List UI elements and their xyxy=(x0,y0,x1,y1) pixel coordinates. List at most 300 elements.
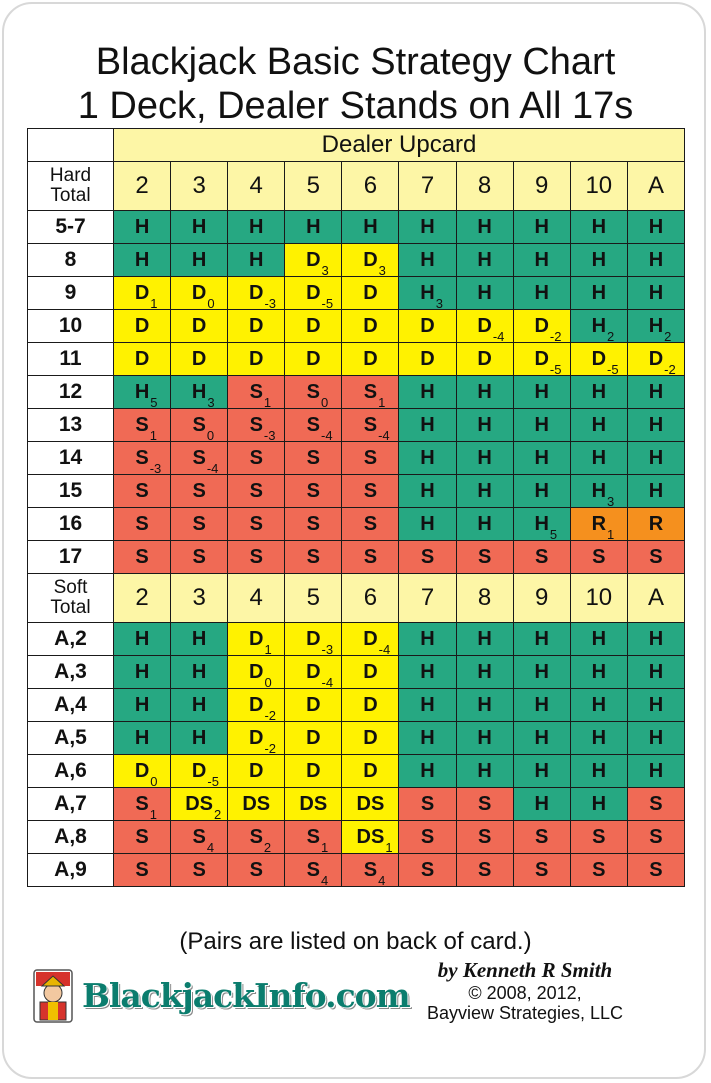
action-cell xyxy=(114,376,171,409)
action-cell xyxy=(114,821,171,854)
action-code: H xyxy=(306,215,321,238)
count-index: 1 xyxy=(149,806,157,821)
row-label: A,2 xyxy=(28,623,114,656)
action-code: D xyxy=(363,693,378,716)
action-cell xyxy=(570,211,627,244)
row-label: 10 xyxy=(28,310,114,343)
action-cell xyxy=(285,442,342,475)
hard-label-line1: Hard xyxy=(49,165,92,186)
count-index: -5 xyxy=(607,361,619,376)
row-label: 5-7 xyxy=(28,211,114,244)
action-code: H xyxy=(249,215,264,238)
action-code: S 0 xyxy=(192,413,215,442)
action-cell xyxy=(513,788,570,821)
action-cell xyxy=(513,376,570,409)
action-cell xyxy=(342,854,399,887)
action-cell xyxy=(570,475,627,508)
action-cell xyxy=(513,442,570,475)
count-index: 3 xyxy=(207,394,215,409)
action-cell xyxy=(342,475,399,508)
action-code: S xyxy=(649,792,663,815)
row-label: A,4 xyxy=(28,689,114,722)
action-cell xyxy=(114,788,171,821)
action-cell xyxy=(342,689,399,722)
action-code: H xyxy=(648,693,664,716)
action-code: S xyxy=(249,858,263,881)
action-code: S xyxy=(363,545,378,568)
row-label: 8 xyxy=(28,244,114,277)
dealer-card-7: 7 xyxy=(399,574,456,623)
action-cell xyxy=(342,541,399,574)
action-code: D xyxy=(306,314,321,337)
action-cell xyxy=(513,656,570,689)
hard-row-12 xyxy=(28,376,685,409)
action-code: S xyxy=(420,825,435,848)
action-cell xyxy=(171,854,228,887)
action-cell xyxy=(627,277,684,310)
dealer-card-2: 2 xyxy=(114,574,171,623)
action-code: S xyxy=(477,792,492,815)
row-label: 9 xyxy=(28,277,114,310)
action-code: H xyxy=(591,446,607,469)
dealer-card-A: A xyxy=(627,574,684,623)
count-index: -2 xyxy=(264,740,277,755)
action-cell xyxy=(570,508,627,541)
action-code: H xyxy=(591,380,607,403)
action-code: H xyxy=(249,248,264,271)
action-code: H xyxy=(648,248,664,271)
action-code: H xyxy=(420,627,435,650)
dealer-card-10: 10 xyxy=(570,574,627,623)
action-code: H xyxy=(534,380,549,403)
action-code: H 2 xyxy=(591,314,615,343)
action-cell xyxy=(513,244,570,277)
action-cell xyxy=(570,409,627,442)
action-cell xyxy=(171,788,228,821)
action-code: S -3 xyxy=(249,413,276,442)
action-code: H xyxy=(534,726,549,749)
action-code: S xyxy=(135,479,149,502)
action-code: H xyxy=(591,215,607,238)
action-cell xyxy=(570,854,627,887)
action-code: H xyxy=(648,627,664,650)
action-cell xyxy=(456,343,513,376)
action-cell xyxy=(627,755,684,788)
action-cell xyxy=(228,211,285,244)
pairs-note: (Pairs are listed on back of card.) xyxy=(179,928,532,955)
count-index: -4 xyxy=(321,674,334,689)
action-cell xyxy=(570,755,627,788)
action-code: D xyxy=(306,759,321,782)
count-index: 1 xyxy=(263,394,272,409)
action-cell xyxy=(114,277,171,310)
action-code: H xyxy=(591,759,607,782)
action-code: H xyxy=(477,693,492,716)
action-cell xyxy=(456,277,513,310)
action-cell xyxy=(171,475,228,508)
action-cell xyxy=(627,442,684,475)
action-code: S xyxy=(192,512,206,535)
action-cell xyxy=(570,244,627,277)
action-code: S 4 xyxy=(363,858,386,887)
action-cell xyxy=(399,508,456,541)
action-cell xyxy=(228,854,285,887)
count-index: 1 xyxy=(378,394,386,409)
action-cell xyxy=(228,442,285,475)
action-code: H xyxy=(591,248,607,271)
action-code: S xyxy=(249,512,263,535)
action-code: R xyxy=(648,512,664,535)
action-cell xyxy=(513,409,570,442)
action-cell xyxy=(342,442,399,475)
action-code: D -3 xyxy=(306,627,334,656)
action-cell xyxy=(285,541,342,574)
dealer-card-3: 3 xyxy=(171,574,228,623)
action-code: S xyxy=(135,512,149,535)
action-code: D xyxy=(363,347,378,370)
action-cell xyxy=(570,376,627,409)
action-cell xyxy=(513,508,570,541)
action-cell xyxy=(627,508,684,541)
action-code: S xyxy=(135,825,149,848)
row-label: 12 xyxy=(28,376,114,409)
action-code: D -5 xyxy=(306,281,334,310)
action-cell xyxy=(342,788,399,821)
count-index: 3 xyxy=(378,262,386,277)
action-code: H xyxy=(477,660,492,683)
action-code: H xyxy=(477,248,492,271)
action-cell xyxy=(228,689,285,722)
action-cell xyxy=(114,656,171,689)
action-cell xyxy=(627,623,684,656)
dealer-card-3: 3 xyxy=(171,162,228,211)
action-cell xyxy=(513,343,570,376)
count-index: -3 xyxy=(264,295,277,310)
action-code: S 1 xyxy=(135,792,157,821)
action-cell xyxy=(114,343,171,376)
action-code: H 3 xyxy=(591,479,615,508)
action-cell xyxy=(456,854,513,887)
action-cell xyxy=(285,821,342,854)
action-code: D -4 xyxy=(363,627,391,656)
row-label: 13 xyxy=(28,409,114,442)
action-code: DS 1 xyxy=(356,825,393,854)
action-code: D xyxy=(249,314,264,337)
action-cell xyxy=(228,376,285,409)
action-code: H xyxy=(591,693,607,716)
action-code: D 3 xyxy=(306,248,329,277)
row-label: A,7 xyxy=(28,788,114,821)
action-cell xyxy=(513,310,570,343)
action-code: D -3 xyxy=(249,281,277,310)
action-cell xyxy=(513,821,570,854)
hard-row-13 xyxy=(28,409,685,442)
action-cell xyxy=(285,376,342,409)
action-code: D xyxy=(363,314,378,337)
action-code: D -4 xyxy=(477,314,505,343)
action-code: H xyxy=(477,726,492,749)
action-code: H xyxy=(420,413,435,436)
action-cell xyxy=(285,689,342,722)
action-code: H xyxy=(134,627,150,650)
dealer-card-10: 10 xyxy=(570,162,627,211)
count-index: 2 xyxy=(607,328,615,343)
count-index: 1 xyxy=(150,295,158,310)
action-cell xyxy=(399,310,456,343)
action-cell xyxy=(342,376,399,409)
action-code: H xyxy=(534,660,549,683)
action-cell xyxy=(627,310,684,343)
action-cell xyxy=(627,376,684,409)
row-label: A,9 xyxy=(28,854,114,887)
action-cell xyxy=(570,722,627,755)
dealer-card-9: 9 xyxy=(513,162,570,211)
count-index: 2 xyxy=(214,806,222,821)
action-code: H 2 xyxy=(648,314,672,343)
action-cell xyxy=(399,656,456,689)
action-cell xyxy=(399,623,456,656)
action-code: S 0 xyxy=(306,380,329,409)
action-code: S xyxy=(649,825,663,848)
action-cell xyxy=(228,755,285,788)
action-code: S xyxy=(249,479,263,502)
action-code: D xyxy=(363,726,378,749)
action-code: H xyxy=(191,248,207,271)
action-cell xyxy=(171,656,228,689)
action-code: H xyxy=(591,413,607,436)
hard-label-line2: Total xyxy=(50,185,91,206)
action-code: H xyxy=(534,248,549,271)
action-code: H xyxy=(648,479,664,502)
action-cell xyxy=(114,442,171,475)
action-cell xyxy=(570,623,627,656)
action-cell xyxy=(171,689,228,722)
action-cell xyxy=(342,623,399,656)
row-label: A,6 xyxy=(28,755,114,788)
action-cell xyxy=(627,343,684,376)
action-code: S xyxy=(192,545,206,568)
action-cell xyxy=(285,508,342,541)
dealer-card-6: 6 xyxy=(342,574,399,623)
action-code: S xyxy=(306,545,320,568)
action-code: D -5 xyxy=(534,347,562,376)
action-code: D -2 xyxy=(249,693,277,722)
action-cell xyxy=(228,277,285,310)
action-code: D xyxy=(306,726,321,749)
action-cell xyxy=(456,541,513,574)
action-cell xyxy=(627,821,684,854)
action-cell xyxy=(456,409,513,442)
action-code: H xyxy=(648,660,664,683)
dealer-card-2: 2 xyxy=(114,162,171,211)
action-code: S xyxy=(477,545,492,568)
action-cell xyxy=(228,541,285,574)
action-cell xyxy=(285,244,342,277)
action-code: D xyxy=(249,759,264,782)
action-code: D 3 xyxy=(363,248,386,277)
action-cell xyxy=(513,854,570,887)
action-code: H xyxy=(648,413,664,436)
action-cell xyxy=(285,722,342,755)
action-code: H xyxy=(191,627,207,650)
count-index: 1 xyxy=(385,839,393,854)
action-cell xyxy=(285,310,342,343)
action-code: H xyxy=(477,479,492,502)
action-cell xyxy=(114,475,171,508)
count-index: 0 xyxy=(264,674,272,689)
action-code: S xyxy=(649,858,663,881)
dealer-card-4: 4 xyxy=(228,162,285,211)
action-code: D xyxy=(363,660,378,683)
action-code: H xyxy=(420,759,435,782)
action-code: H xyxy=(591,660,607,683)
action-code: D -5 xyxy=(191,759,219,788)
action-code: D -2 xyxy=(648,347,676,376)
action-code: H xyxy=(591,281,607,304)
action-code: D 0 xyxy=(249,660,272,689)
action-cell xyxy=(456,310,513,343)
count-index: -5 xyxy=(207,773,219,788)
action-cell xyxy=(114,409,171,442)
action-code: S xyxy=(363,446,378,469)
row-label: 14 xyxy=(28,442,114,475)
action-cell xyxy=(399,689,456,722)
credits xyxy=(375,958,675,1023)
action-code: H xyxy=(477,759,492,782)
action-cell xyxy=(285,656,342,689)
dealer-upcard-row xyxy=(28,129,685,162)
action-cell xyxy=(399,376,456,409)
action-cell xyxy=(171,409,228,442)
action-cell xyxy=(627,788,684,821)
chart-title: Blackjack Basic Strategy Chart xyxy=(95,41,616,83)
action-code: S xyxy=(477,858,492,881)
action-code: D xyxy=(420,347,435,370)
row-label: A,5 xyxy=(28,722,114,755)
action-code: D xyxy=(477,347,492,370)
row-label: A,8 xyxy=(28,821,114,854)
action-code: H xyxy=(534,215,549,238)
strategy-table xyxy=(27,128,685,887)
hard-row-9 xyxy=(28,277,685,310)
action-code: S xyxy=(477,825,492,848)
action-cell xyxy=(399,409,456,442)
action-code: H xyxy=(534,693,549,716)
action-cell xyxy=(627,244,684,277)
action-code: S 4 xyxy=(306,858,329,887)
action-code: S xyxy=(306,479,320,502)
soft-row-A,7 xyxy=(28,788,685,821)
row-label: 17 xyxy=(28,541,114,574)
action-cell xyxy=(228,310,285,343)
action-cell xyxy=(627,409,684,442)
action-code: H xyxy=(191,215,207,238)
action-code: S xyxy=(535,858,549,881)
action-code: H xyxy=(420,660,435,683)
count-index: 4 xyxy=(206,839,215,854)
action-cell xyxy=(456,755,513,788)
action-code: H 5 xyxy=(134,380,158,409)
action-cell xyxy=(570,689,627,722)
soft-row-A,9 xyxy=(28,854,685,887)
action-cell xyxy=(342,722,399,755)
count-index: 5 xyxy=(549,526,558,541)
action-cell xyxy=(456,689,513,722)
action-code: H xyxy=(420,479,435,502)
action-cell xyxy=(456,376,513,409)
action-cell xyxy=(570,343,627,376)
action-cell xyxy=(171,343,228,376)
dealer-card-7: 7 xyxy=(399,162,456,211)
action-code: H xyxy=(534,446,549,469)
count-index: -3 xyxy=(149,460,162,475)
count-index: -3 xyxy=(321,641,334,656)
action-cell xyxy=(228,475,285,508)
count-index: 0 xyxy=(206,427,215,442)
action-cell xyxy=(456,211,513,244)
action-cell xyxy=(228,788,285,821)
action-code: H xyxy=(420,693,435,716)
company-line: Bayview Strategies, LLC xyxy=(426,1003,624,1023)
blackjackinfo-logo xyxy=(30,966,410,1026)
action-cell xyxy=(456,508,513,541)
action-code: H xyxy=(591,792,607,815)
action-code: D 0 xyxy=(134,759,158,788)
soft-header-row xyxy=(28,574,685,623)
count-index: 4 xyxy=(378,872,386,887)
action-cell xyxy=(513,689,570,722)
action-cell xyxy=(399,788,456,821)
action-code: S xyxy=(306,446,320,469)
action-code: S xyxy=(420,792,435,815)
action-cell xyxy=(228,409,285,442)
corner-cell xyxy=(28,129,114,162)
action-code: S xyxy=(592,858,606,881)
action-cell xyxy=(513,277,570,310)
action-cell xyxy=(228,343,285,376)
action-code: H xyxy=(648,380,664,403)
row-label: A,3 xyxy=(28,656,114,689)
action-code: S xyxy=(249,446,263,469)
row-label: 11 xyxy=(28,343,114,376)
action-cell xyxy=(171,508,228,541)
author-line: by Kenneth R Smith xyxy=(437,958,613,982)
count-index: 1 xyxy=(321,839,329,854)
action-code: H xyxy=(420,380,435,403)
count-index: 2 xyxy=(664,328,672,343)
action-cell xyxy=(570,656,627,689)
action-code: H xyxy=(648,759,664,782)
count-index: -4 xyxy=(321,427,333,442)
action-cell xyxy=(513,475,570,508)
action-code: H xyxy=(534,792,549,815)
action-cell xyxy=(570,541,627,574)
action-code: H xyxy=(648,215,664,238)
action-cell xyxy=(171,755,228,788)
action-code: D -2 xyxy=(249,726,277,755)
action-code: H xyxy=(191,693,207,716)
action-cell xyxy=(399,277,456,310)
count-index: -2 xyxy=(264,707,277,722)
soft-row-A,8 xyxy=(28,821,685,854)
action-cell xyxy=(342,755,399,788)
action-cell xyxy=(513,541,570,574)
action-cell xyxy=(285,475,342,508)
count-index: 4 xyxy=(321,872,329,887)
action-code: H xyxy=(534,413,549,436)
action-code: H xyxy=(591,627,607,650)
dealer-upcard-header: Dealer Upcard xyxy=(114,129,685,162)
